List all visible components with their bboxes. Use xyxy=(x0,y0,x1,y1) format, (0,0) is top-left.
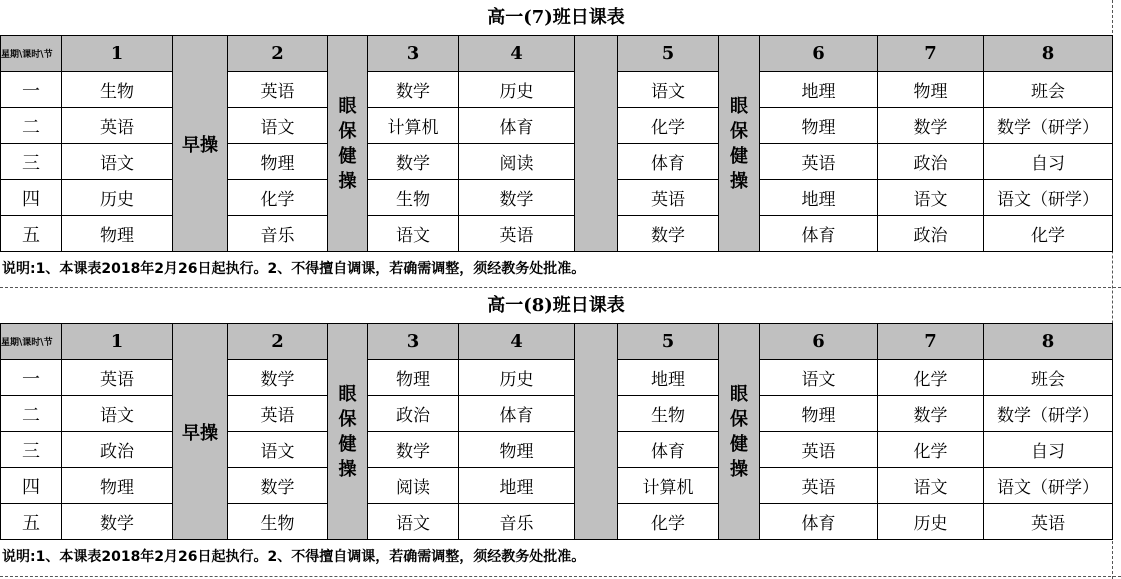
class-cell: 英语 xyxy=(228,72,328,108)
corner-label: 星期\课时\节 xyxy=(1,324,62,360)
eye-exercise-label: 眼 保 健 操 xyxy=(730,95,748,192)
timetable-title: 高一(8)班日课表 xyxy=(487,295,625,316)
eye-exercise-cell xyxy=(719,324,760,540)
class-cell: 体育 xyxy=(760,504,878,540)
class-cell: 自习 xyxy=(984,144,1113,180)
page-break-horizontal xyxy=(0,576,1121,577)
period-header: 5 xyxy=(618,36,719,72)
class-cell: 英语 xyxy=(62,360,173,396)
period-header: 7 xyxy=(878,36,984,72)
period-header: 2 xyxy=(228,36,328,72)
timetable-class-8 xyxy=(0,288,1112,576)
class-cell: 体育 xyxy=(459,396,575,432)
class-cell: 化学 xyxy=(618,108,719,144)
class-cell: 生物 xyxy=(618,396,719,432)
class-cell: 数学（研学） xyxy=(984,108,1113,144)
class-cell: 语文 xyxy=(878,180,984,216)
class-cell: 历史 xyxy=(459,72,575,108)
table-row xyxy=(1,108,1113,144)
class-cell: 数学 xyxy=(62,504,173,540)
lunch-break-cell xyxy=(575,36,618,252)
class-cell: 英语 xyxy=(760,468,878,504)
eye-exercise-label: 眼 保 健 操 xyxy=(338,383,357,480)
class-cell: 化学 xyxy=(618,504,719,540)
class-cell: 语文 xyxy=(368,504,459,540)
day-label: 四 xyxy=(1,180,62,216)
class-cell: 化学 xyxy=(228,180,328,216)
timetable-grid xyxy=(0,35,1113,252)
morning-exercise-cell xyxy=(173,36,228,252)
morning-exercise-label: 早操 xyxy=(182,134,218,156)
class-cell: 阅读 xyxy=(368,468,459,504)
table-row xyxy=(1,504,1113,540)
class-cell: 生物 xyxy=(228,504,328,540)
day-label: 一 xyxy=(1,360,62,396)
morning-exercise-cell xyxy=(173,324,228,540)
table-row xyxy=(1,360,1113,396)
table-row xyxy=(1,396,1113,432)
class-cell: 语文（研学） xyxy=(984,180,1113,216)
class-cell: 班会 xyxy=(984,72,1113,108)
class-cell: 数学 xyxy=(228,468,328,504)
class-cell: 语文 xyxy=(62,144,173,180)
class-cell: 地理 xyxy=(760,180,878,216)
period-header: 6 xyxy=(760,324,878,360)
period-header: 6 xyxy=(760,36,878,72)
class-cell: 语文 xyxy=(878,468,984,504)
table-row xyxy=(1,144,1113,180)
period-header: 7 xyxy=(878,324,984,360)
day-label: 五 xyxy=(1,504,62,540)
class-cell: 自习 xyxy=(984,432,1113,468)
timetable-grid xyxy=(0,323,1113,540)
class-cell: 化学 xyxy=(984,216,1113,252)
class-cell: 音乐 xyxy=(459,504,575,540)
morning-exercise-label: 早操 xyxy=(182,422,218,444)
day-label: 二 xyxy=(1,108,62,144)
table-row xyxy=(1,432,1113,468)
period-header: 3 xyxy=(368,36,459,72)
class-cell: 英语 xyxy=(760,144,878,180)
class-cell: 体育 xyxy=(618,144,719,180)
class-cell: 数学 xyxy=(878,396,984,432)
class-cell: 数学 xyxy=(618,216,719,252)
class-cell: 数学 xyxy=(459,180,575,216)
class-cell: 英语 xyxy=(62,108,173,144)
class-cell: 英语 xyxy=(459,216,575,252)
class-cell: 物理 xyxy=(62,216,173,252)
day-label: 四 xyxy=(1,468,62,504)
period-header: 1 xyxy=(62,324,173,360)
class-cell: 计算机 xyxy=(618,468,719,504)
class-cell: 化学 xyxy=(878,432,984,468)
class-cell: 化学 xyxy=(878,360,984,396)
eye-exercise-label: 眼 保 健 操 xyxy=(338,95,357,192)
table-row xyxy=(1,180,1113,216)
class-cell: 数学（研学） xyxy=(984,396,1113,432)
class-cell: 语文 xyxy=(62,396,173,432)
class-cell: 音乐 xyxy=(228,216,328,252)
class-cell: 地理 xyxy=(618,360,719,396)
class-cell: 历史 xyxy=(878,504,984,540)
class-cell: 生物 xyxy=(368,180,459,216)
class-cell: 数学 xyxy=(368,144,459,180)
class-cell: 政治 xyxy=(62,432,173,468)
class-cell: 物理 xyxy=(760,396,878,432)
day-label: 三 xyxy=(1,144,62,180)
class-cell: 语文 xyxy=(368,216,459,252)
class-cell: 体育 xyxy=(618,432,719,468)
header-row xyxy=(1,324,1113,360)
eye-exercise-cell xyxy=(328,324,368,540)
class-cell: 历史 xyxy=(459,360,575,396)
day-label: 一 xyxy=(1,72,62,108)
class-cell: 计算机 xyxy=(368,108,459,144)
class-cell: 英语 xyxy=(760,432,878,468)
class-cell: 物理 xyxy=(62,468,173,504)
class-cell: 英语 xyxy=(984,504,1113,540)
timetable-note: 说明:1、本课表2018年2月26日起执行。2、不得擅自调课，若确需调整，须经教务处批准。 xyxy=(2,549,586,565)
table-row xyxy=(1,72,1113,108)
class-cell: 物理 xyxy=(368,360,459,396)
period-header: 1 xyxy=(62,36,173,72)
class-cell: 历史 xyxy=(62,180,173,216)
period-header: 8 xyxy=(984,324,1113,360)
class-cell: 生物 xyxy=(62,72,173,108)
class-cell: 物理 xyxy=(878,72,984,108)
period-header: 8 xyxy=(984,36,1113,72)
class-cell: 英语 xyxy=(618,180,719,216)
eye-exercise-cell xyxy=(328,36,368,252)
timetable-class-7 xyxy=(0,0,1112,288)
class-cell: 数学 xyxy=(368,72,459,108)
class-cell: 数学 xyxy=(228,360,328,396)
day-label: 二 xyxy=(1,396,62,432)
class-cell: 地理 xyxy=(760,72,878,108)
class-cell: 政治 xyxy=(878,144,984,180)
class-cell: 班会 xyxy=(984,360,1113,396)
class-cell: 语文（研学） xyxy=(984,468,1113,504)
class-cell: 政治 xyxy=(368,396,459,432)
header-row xyxy=(1,36,1113,72)
class-cell: 物理 xyxy=(228,144,328,180)
period-header: 3 xyxy=(368,324,459,360)
class-cell: 地理 xyxy=(459,468,575,504)
class-cell: 物理 xyxy=(459,432,575,468)
eye-exercise-label: 眼 保 健 操 xyxy=(730,383,748,480)
class-cell: 数学 xyxy=(368,432,459,468)
class-cell: 英语 xyxy=(228,396,328,432)
class-cell: 物理 xyxy=(760,108,878,144)
class-cell: 语文 xyxy=(618,72,719,108)
table-row xyxy=(1,216,1113,252)
class-cell: 阅读 xyxy=(459,144,575,180)
day-label: 五 xyxy=(1,216,62,252)
timetable-title: 高一(7)班日课表 xyxy=(487,7,625,28)
class-cell: 语文 xyxy=(760,360,878,396)
lunch-break-cell xyxy=(575,324,618,540)
corner-label: 星期\课时\节 xyxy=(1,36,62,72)
class-cell: 体育 xyxy=(459,108,575,144)
class-cell: 政治 xyxy=(878,216,984,252)
period-header: 4 xyxy=(459,36,575,72)
class-cell: 数学 xyxy=(878,108,984,144)
eye-exercise-cell xyxy=(719,36,760,252)
timetable-note: 说明:1、本课表2018年2月26日起执行。2、不得擅自调课，若确需调整，须经教务处批准。 xyxy=(2,261,586,277)
period-header: 4 xyxy=(459,324,575,360)
class-cell: 语文 xyxy=(228,108,328,144)
table-row xyxy=(1,468,1113,504)
class-cell: 语文 xyxy=(228,432,328,468)
class-cell: 体育 xyxy=(760,216,878,252)
period-header: 2 xyxy=(228,324,328,360)
day-label: 三 xyxy=(1,432,62,468)
period-header: 5 xyxy=(618,324,719,360)
